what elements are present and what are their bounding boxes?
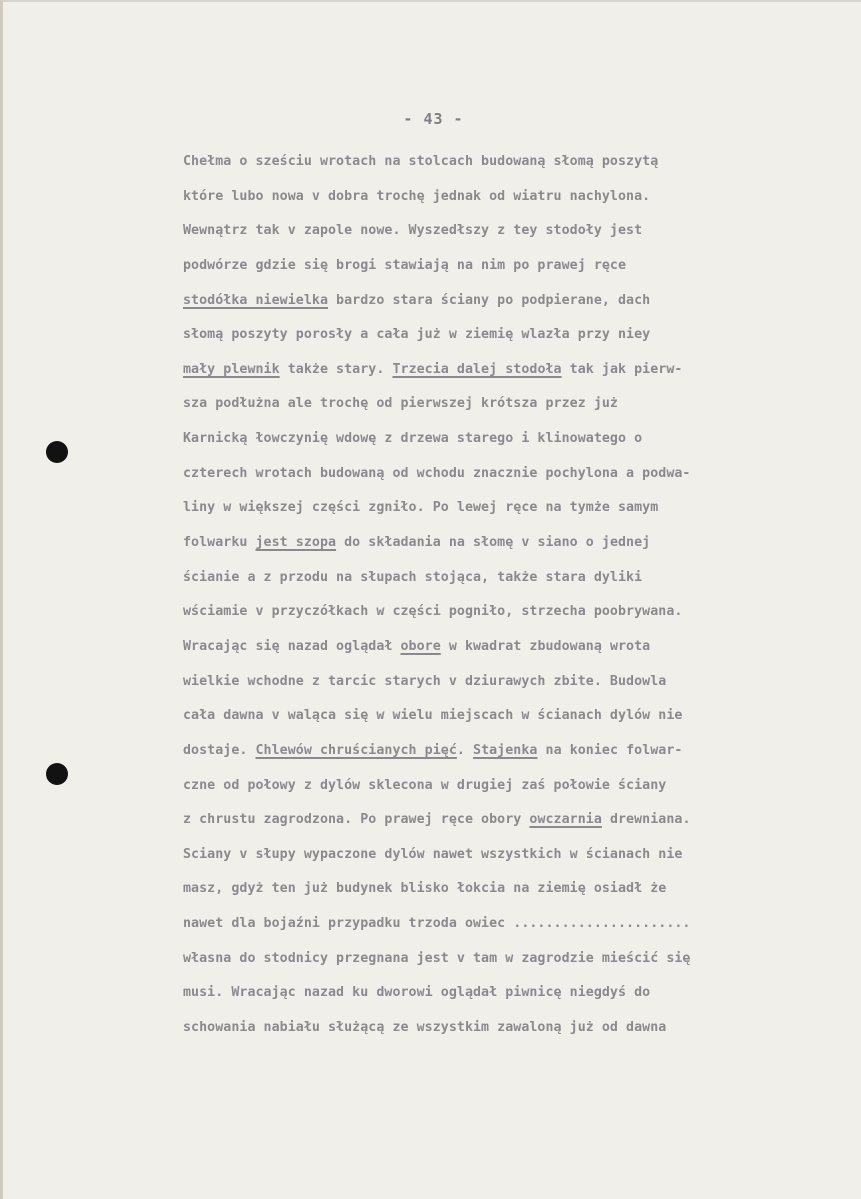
text-line xyxy=(183,706,848,741)
text-segment: bardzo stara ściany po podpierane, dach xyxy=(328,292,651,308)
text-segment: liny w większej części zgniło. Po lewej ręce na tymże samym xyxy=(183,500,659,516)
text-line xyxy=(183,810,848,845)
text-line xyxy=(183,983,848,1018)
punch-hole-top xyxy=(46,441,68,463)
text-line xyxy=(183,325,848,360)
text-segment: musi. Wracając nazad ku dworowi oglądał piwnicę niegdyś do xyxy=(183,985,651,1001)
body-text xyxy=(183,152,848,1053)
text-line xyxy=(183,741,848,776)
text-line xyxy=(183,394,848,429)
text-line xyxy=(183,464,848,499)
text-line xyxy=(183,672,848,707)
text-line xyxy=(183,568,848,603)
text-segment: nawet dla bojaźni przypadku trzoda owiec ...................... xyxy=(183,916,691,932)
text-segment: sza podłużna ale trochę od pierwszej krótsza przez już xyxy=(183,396,618,412)
underlined-phrase: Trzecia dalej stodoła xyxy=(392,361,562,377)
text-line xyxy=(183,360,848,395)
text-line xyxy=(183,256,848,291)
text-line xyxy=(183,1018,848,1053)
text-segment: własna do stodnicy przegnana jest v tam w zagrodzie mieścić się xyxy=(183,950,691,966)
text-segment: z chrustu zagrodzona. Po prawej ręce obory xyxy=(183,812,530,828)
text-line xyxy=(183,949,848,984)
text-line xyxy=(183,498,848,533)
text-line xyxy=(183,879,848,914)
text-segment: schowania nabiału służącą ze wszystkim zawaloną już od dawna xyxy=(183,1020,667,1036)
text-segment: Sciany v słupy wypaczone dylów nawet wszystkich w ścianach nie xyxy=(183,846,683,862)
underlined-phrase: mały plewnik xyxy=(183,361,280,377)
underlined-phrase: stodółka niewielka xyxy=(183,292,328,308)
text-segment: słomą poszyty porosły a cała już w ziemię wlazła przy niey xyxy=(183,327,651,343)
text-line xyxy=(183,221,848,256)
text-segment: wielkie wchodne z tarcic starych v dziurawych zbite. Budowla xyxy=(183,673,667,689)
text-line xyxy=(183,637,848,672)
text-line xyxy=(183,291,848,326)
text-segment: masz, gdyż ten już budynek blisko łokcia na ziemię osiadł że xyxy=(183,881,667,897)
text-segment: które lubo nowa v dobra trochę jednak od wiatru nachylona. xyxy=(183,188,651,204)
underlined-phrase: owczarnia xyxy=(529,812,602,828)
underlined-phrase: Chlewów chruścianych pięć xyxy=(255,742,457,758)
underlined-phrase: jest szopa xyxy=(255,535,337,551)
text-segment: ścianie a z przodu na słupach stojąca, także stara dyliki xyxy=(183,569,643,585)
text-segment: dostaje. xyxy=(183,742,256,758)
text-line xyxy=(183,187,848,222)
text-segment: na koniec folwar- xyxy=(537,742,683,758)
page-number: - 43 - xyxy=(403,110,464,128)
text-segment: wściamie v przyczółkach w części pogniło, strzecha poobrywana. xyxy=(183,604,683,620)
text-line xyxy=(183,914,848,949)
text-segment: folwarku xyxy=(183,535,256,551)
text-segment: do składania na słomę v siano o jednej xyxy=(336,535,651,551)
underlined-phrase: Stajenka xyxy=(473,742,538,758)
text-segment: Wracając się nazad oglądał xyxy=(183,638,401,654)
text-line xyxy=(183,429,848,464)
underlined-phrase: obore xyxy=(400,638,441,654)
text-segment: Chełma o sześciu wrotach na stolcach budowaną słomą poszytą xyxy=(183,154,659,169)
text-segment: tak jak pierw- xyxy=(561,361,683,377)
text-segment: Karnicką łowczynię wdowę z drzewa starego i klinowatego o xyxy=(183,431,643,447)
text-segment: . xyxy=(456,742,474,758)
text-segment: drewniana. xyxy=(601,812,691,828)
text-segment: w kwadrat zbudowaną wrota xyxy=(440,638,651,654)
text-line xyxy=(183,533,848,568)
text-line xyxy=(183,152,848,187)
text-segment: czne od połowy z dylów sklecona w drugiej zaś połowie ściany xyxy=(183,777,667,793)
punch-hole-bottom xyxy=(46,763,68,785)
text-segment: cała dawna v waląca się w wielu miejscach w ścianach dylów nie xyxy=(183,708,683,724)
text-segment: także stary. xyxy=(279,361,393,377)
text-line xyxy=(183,845,848,880)
text-line xyxy=(183,602,848,637)
text-segment: Wewnątrz tak v zapole nowe. Wyszedłszy z tey stodoły jest xyxy=(183,223,643,239)
text-segment: czterech wrotach budowaną od wchodu znacznie pochylona a podwa- xyxy=(183,465,691,481)
text-segment: podwórze gdzie się brogi stawiają na nim po prawej ręce xyxy=(183,257,627,273)
text-line xyxy=(183,776,848,811)
